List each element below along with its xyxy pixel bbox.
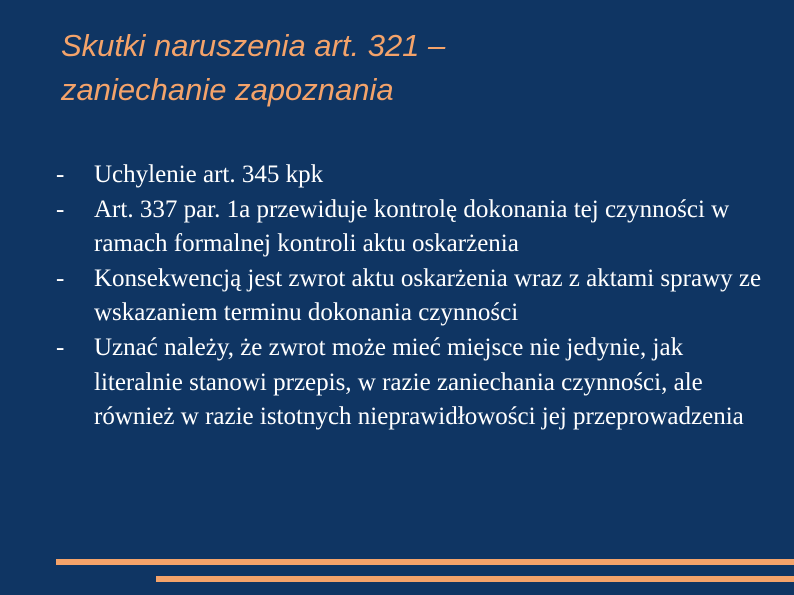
slide-title-line-2: zaniechanie zapoznania (61, 72, 394, 107)
slide-title (61, 24, 761, 112)
bullet-text-3: Konsekwencją jest zwrot aktu oskarżenia wraz z aktami sprawy ze wskazaniem terminu dokonania czynności (94, 264, 762, 327)
bullet-text-4: Uznać należy, że zwrot może mieć miejsce nie jedynie, jak literalnie stanowi przepis, w razie zaniechania czynności, ale również w razie istotnych nieprawidłowości jej przeprowadzenia (94, 333, 744, 431)
slide-title-line-1: Skutki naruszenia art. 321 – (61, 28, 446, 63)
bullet-item-2 (56, 193, 776, 262)
dash-bullet-icon: - (56, 161, 65, 188)
bullet-item-4 (56, 331, 776, 435)
bullet-item-1 (56, 158, 776, 193)
dash-bullet-icon: - (56, 333, 65, 361)
bullet-item-3 (56, 262, 776, 331)
dash-bullet-icon: - (56, 264, 65, 292)
bullet-text-1: Uchylenie art. 345 kpk (94, 161, 324, 188)
bullet-list (56, 158, 776, 435)
accent-bar-bottom (156, 576, 794, 582)
dash-bullet-icon: - (56, 195, 65, 223)
accent-bar-top (56, 559, 794, 565)
bullet-text-2: Art. 337 par. 1a przewiduje kontrolę dokonania tej czynności w ramach formalnej kontroli aktu oskarżenia (94, 195, 730, 258)
